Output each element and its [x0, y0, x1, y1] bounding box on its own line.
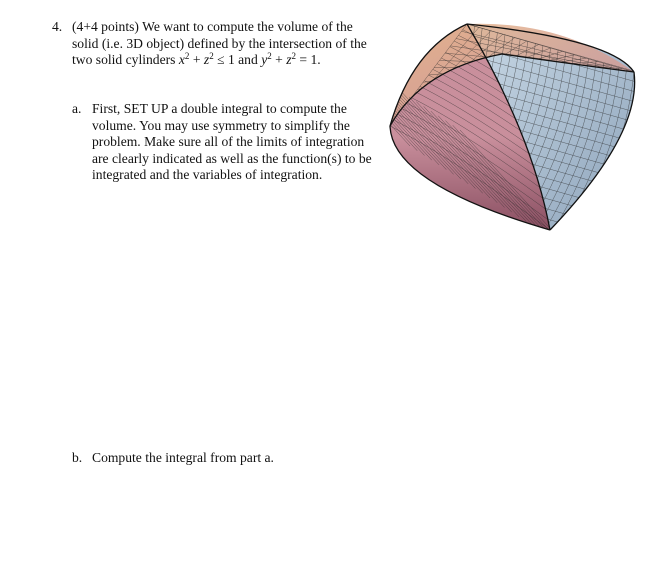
- equation-cylinder-1: $x^2 + z^2 \le 1$: [178, 51, 235, 68]
- part-a-label: a.: [72, 101, 82, 116]
- equation-cylinder-2: $y^2 + z^2 = 1$.: [261, 51, 321, 68]
- problem-header: [52, 19, 382, 69]
- conjunction: and: [234, 52, 262, 68]
- problem-stem-text: We want to compute the volume of the solid (i.e. 3D object) defined by the intersection of the two solid cylinders: [72, 19, 367, 68]
- part-b-text: Compute the integral from part a.: [92, 450, 274, 465]
- problem-4: [52, 19, 382, 69]
- problem-number: 4.: [52, 19, 63, 34]
- part-b: [72, 450, 377, 467]
- steinmetz-solid-surface-plot-icon: [382, 14, 644, 240]
- part-b-label: b.: [72, 450, 83, 465]
- part-a: [72, 101, 377, 184]
- steinmetz-solid-figure: [382, 14, 644, 240]
- problem-points: (4+4 points): [72, 19, 139, 34]
- part-a-text: First, SET UP a double integral to compute the volume. You may use symmetry to simplify the problem. Make sure all of the limits of integration are clearly indicated as well as the function(s) to be integrated and the variables of integration.: [92, 101, 372, 183]
- problem-stem: [72, 19, 382, 69]
